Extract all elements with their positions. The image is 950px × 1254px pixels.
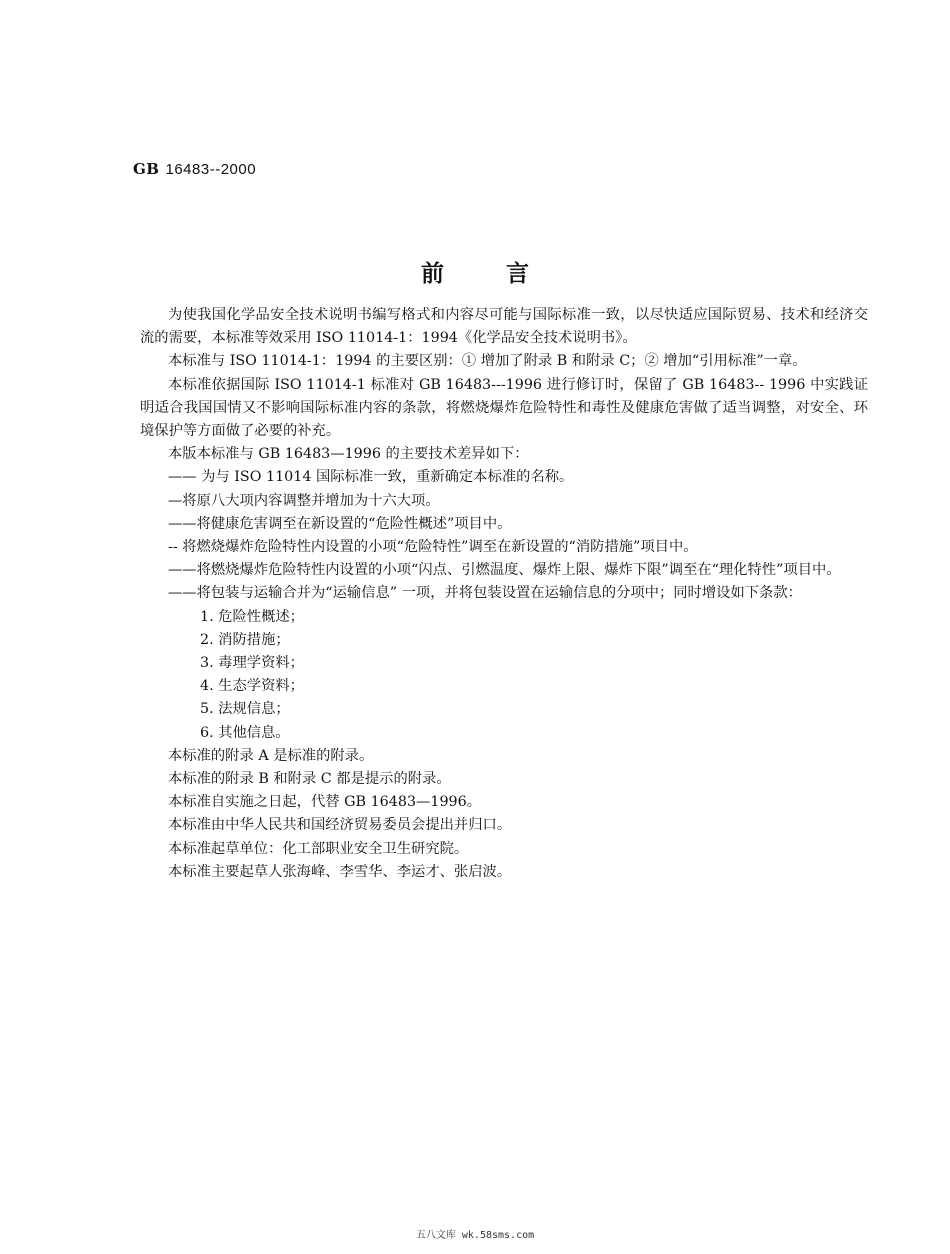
closing-line: 本标准的附录 B 和附录 C 都是提示的附录。 bbox=[168, 771, 451, 788]
standard-prefix: GB bbox=[133, 160, 160, 178]
paragraph-revision: 本标准依据国际 ISO 11014-1 标准对 GB 16483---1996 进行修订时，保留了 GB 16483-- 1996 中实践证明适合我国国情又不影响国际标准内容的条款，将燃烧爆炸危险特性和毒性及健康危害做了适当调整，对安全、环境保护等方面做了必要的补充。 bbox=[140, 376, 868, 440]
page-title: 前言 bbox=[421, 261, 591, 287]
foreword-body bbox=[140, 304, 868, 884]
new-clause-item: 3. 毒理学资料； bbox=[200, 655, 304, 672]
new-clause-item: 5. 法规信息； bbox=[200, 701, 290, 718]
closing-line: 本标准自实施之日起，代替 GB 16483—1996。 bbox=[168, 794, 482, 811]
closing-line: 本标准由中华人民共和国经济贸易委员会提出并归口。 bbox=[168, 817, 512, 834]
watermark-footer: 五八文库 wk.58sms.com bbox=[415, 1230, 535, 1241]
new-clause-item: 4. 生态学资料； bbox=[200, 678, 304, 695]
paragraph-purpose: 为使我国化学品安全技术说明书编写格式和内容尽可能与国际标准一致，以尽快适应国际贸易、技术和经济交流的需要，本标准等效采用 ISO 11014-1：1994《化学品安全技术说明书》。 bbox=[140, 307, 868, 347]
new-clause-item: 2. 消防措施； bbox=[200, 631, 290, 648]
closing-line: 本标准主要起草人张海峰、李雪华、李运才、张启波。 bbox=[168, 863, 512, 880]
new-clause-item: 1. 危险性概述； bbox=[200, 608, 304, 625]
standard-code: 16483--2000 bbox=[165, 161, 257, 178]
closing-line: 本标准的附录 A 是标准的附录。 bbox=[168, 747, 374, 764]
difference-item: ——将包装与运输合并为“运输信息” 一项，并将包装设置在运输信息的分项中；同时增设如下条款： bbox=[168, 585, 802, 602]
difference-item: -- 将燃烧爆炸危险特性内设置的小项“危险特性”调至在新设置的“消防措施”项目中。 bbox=[168, 539, 698, 556]
difference-item: ——将健康危害调至在新设置的“危险性概述”项目中。 bbox=[168, 515, 512, 532]
closing-line: 本标准起草单位：化工部职业安全卫生研究院。 bbox=[168, 840, 469, 857]
difference-item: —— 为与 ISO 11014 国际标准一致，重新确定本标准的名称。 bbox=[168, 469, 574, 486]
difference-item: —将原八大项内容调整并增加为十六大项。 bbox=[168, 492, 440, 509]
new-clause-item: 6. 其他信息。 bbox=[200, 724, 290, 741]
difference-item: ——将燃烧爆炸危险特性内设置的小项“闪点、引燃温度、爆炸上限、爆炸下限”调至在“理化特性”项目中。 bbox=[168, 562, 841, 579]
standard-number bbox=[133, 160, 256, 178]
paragraph-main-differences: 本标准与 ISO 11014-1：1994 的主要区别：① 增加了附录 B 和附录 C；② 增加“引用标准”一章。 bbox=[168, 353, 807, 370]
paragraph-tech-differences: 本版本标准与 GB 16483—1996 的主要技术差异如下： bbox=[168, 446, 529, 463]
